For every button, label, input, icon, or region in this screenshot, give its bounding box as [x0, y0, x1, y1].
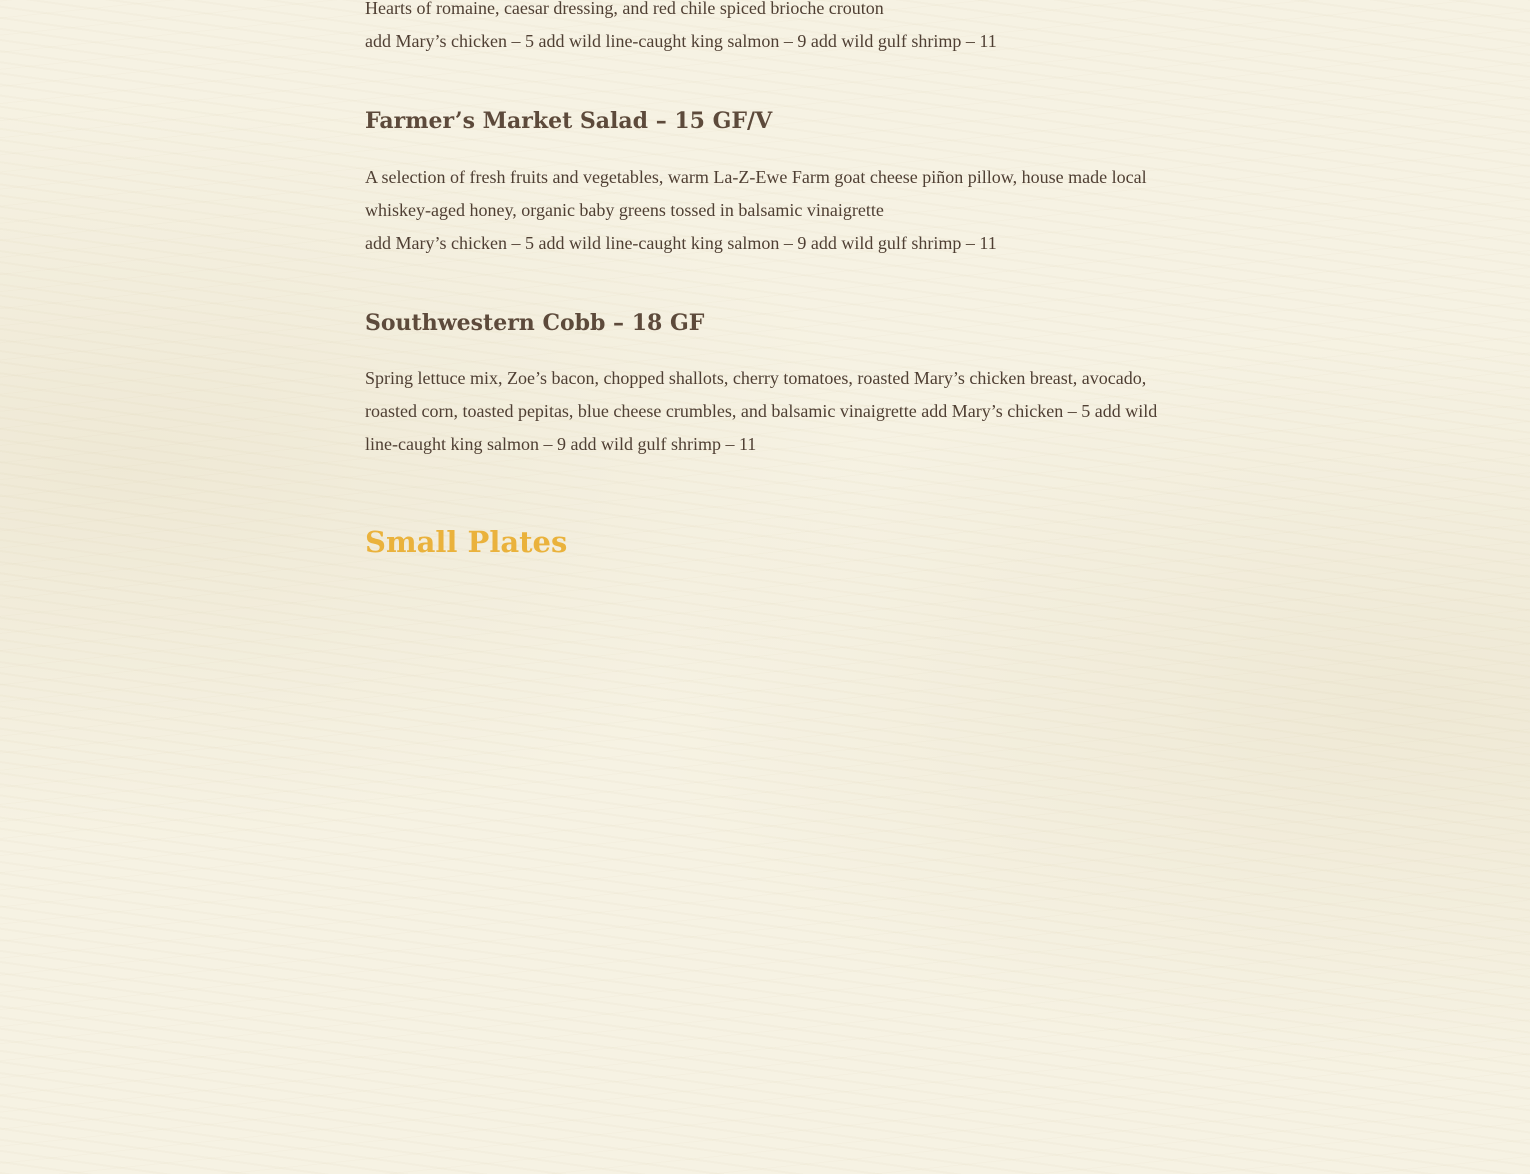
farmers-market-salad-description: A selection of fresh fruits and vegetables, warm La-Z-Ewe Farm goat cheese piñon pillow, house made local whiskey-aged honey, organic baby greens tossed in balsamic vinaigrette	[365, 167, 1147, 220]
caesar-addons: add Mary’s chicken – 5 add wild line-caught king salmon – 9 add wild gulf shrimp – 11	[365, 31, 997, 51]
farmers-market-salad-addons: add Mary’s chicken – 5 add wild line-caught king salmon – 9 add wild gulf shrimp – 11	[365, 233, 997, 253]
farmers-market-salad-title: Farmer’s Market Salad – 15 GF/V	[365, 108, 773, 134]
small-plates-heading: Small Plates	[365, 525, 568, 559]
caesar-description: Hearts of romaine, caesar dressing, and red chile spiced brioche crouton	[365, 0, 884, 18]
southwestern-cobb-description: Spring lettuce mix, Zoe’s bacon, chopped shallots, cherry tomatoes, roasted Mary’s chicken breast, avocado, roasted corn, toasted pepitas, blue cheese crumbles, and balsamic vinaigrette add Mary’s chicken – 5 add wild line-caught king salmon – 9 add wild gulf shrimp – 11	[365, 368, 1158, 454]
southwestern-cobb-title: Southwestern Cobb – 18 GF	[365, 310, 705, 336]
